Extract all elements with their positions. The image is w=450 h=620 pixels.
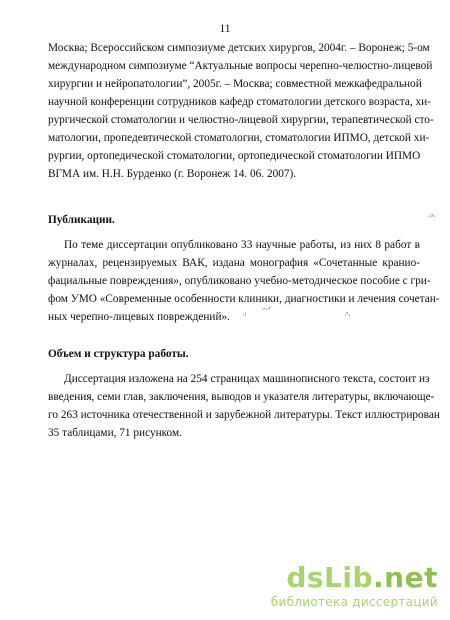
scan-smudge: ᵕ·ᐟ	[262, 305, 272, 314]
scan-smudge: ·ᵌ·	[428, 212, 436, 221]
paragraph-line: По теме диссертации опубликовано 33 научные работы, из них 8 работ в	[64, 239, 420, 251]
paragraph-line: международном симпозиуме “Актуальные вопросы черепно-челюстно-лицевой	[48, 60, 433, 72]
section-heading-structure: Объем и структура работы.	[48, 348, 189, 360]
watermark-tagline: библиотека диссертаций	[270, 595, 438, 609]
paragraph-line: фом УМО «Современные особенности клиники, диагностики и лечения сочетан-	[48, 293, 440, 305]
paragraph-line: введения, семи глав, заключения, выводов и указателя литературы, включающе-	[48, 391, 435, 403]
paragraph-line: фациальные повреждения», опубликовано учебно-методическое пособие с гри-	[48, 275, 431, 287]
paragraph-line: го 263 источника отечественной и зарубежной литературы. Текст иллюстрирован	[48, 409, 440, 421]
watermark	[238, 562, 438, 610]
paragraph-line: Москва; Всероссийском симпозиуме детских хирургов, 2004г. – Воронеж; 5-ом	[48, 42, 430, 54]
paragraph-line: журналах, рецензируемых ВАК, издана монография «Сочетанные кранио-	[48, 257, 420, 269]
page-number: 11	[219, 23, 231, 35]
scan-smudge: ᐧ'·	[344, 311, 351, 320]
paragraph-line: матологии, пропедевтической стоматологии, стоматологии ИПМО, детской хи-	[48, 132, 430, 144]
paragraph-line: научной конференции сотрудников кафедр стоматологии детского возраста, хи-	[48, 96, 431, 108]
watermark-logo-main: dsLib	[286, 561, 374, 594]
section-heading-publications: Публикации.	[48, 214, 115, 226]
paragraph-line: ВГМА им. Н.Н. Бурденко (г. Воронеж 14. 06. 2007).	[48, 168, 297, 180]
paragraph-line: Диссертация изложена на 254 страницах машинописного текста, состоит из	[64, 373, 430, 385]
paragraph-line: рургии, ортопедической стоматологии, ортопедической стоматологии ИПМО	[48, 150, 421, 162]
paragraph-line: ных черепно-лицевых повреждений».	[48, 311, 230, 323]
watermark-logo-suffix: .net	[373, 561, 438, 594]
paragraph-line: 35 таблицами, 71 рисунком.	[48, 427, 182, 439]
scan-smudge: ·ⁱ	[242, 311, 246, 320]
paragraph-line: хирургии и нейропатологии”, 2005г. – Москва; совместной межкафедральной	[48, 78, 422, 90]
paragraph-line: рургической стоматологии и челюстно-лицевой хирургии, терапевтической сто-	[48, 114, 434, 126]
watermark-logo	[238, 562, 438, 594]
